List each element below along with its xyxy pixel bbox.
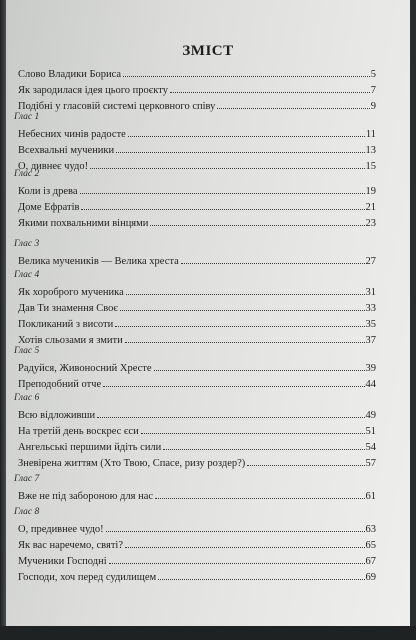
dot-leader [97,417,364,418]
toc-page-number: 57 [365,458,376,469]
toc-entry [18,316,376,330]
toc-entry [18,215,376,229]
toc-entry [18,183,376,197]
dot-leader [217,108,369,109]
dot-leader [123,76,370,77]
dot-leader [126,294,365,295]
toc-entry-title: На третій день воскрес єси [18,426,139,437]
toc-entry [18,332,376,346]
dot-leader [170,92,370,93]
toc-entry [18,569,376,583]
toc-page-number: 69 [365,572,376,583]
toc-page-number: 9 [370,101,376,112]
toc-page-number: 35 [365,319,376,330]
toc-entry [18,126,376,140]
toc-entry [18,553,376,567]
background-surface [0,626,416,640]
toc-page-number: 11 [365,129,376,140]
toc-entry [18,142,376,156]
toc-entry-title: Всю відложивши [18,410,96,421]
section-heading: Глас 3 [14,239,40,249]
dot-leader [247,465,364,466]
toc-entry [18,521,376,535]
dot-leader [115,326,364,327]
toc-entry-title: Як зародилася ідея цього проєкту [18,85,168,96]
dot-leader [125,547,365,548]
toc-entry [18,253,376,267]
dot-leader [106,531,365,532]
toc-page-number: 65 [365,540,376,551]
dot-leader [150,225,364,226]
toc-entry-title: Покликаний з висоти [18,319,114,330]
toc-entry [18,537,376,551]
toc-page-number: 19 [365,186,376,197]
dot-leader [128,136,365,137]
toc-entry-title: Господи, хоч перед судилищем [18,572,157,583]
toc-entry-title: Хотів сльозами я змити [18,335,123,346]
toc-entry-title: Ангельські першими йдіть сили [18,442,162,453]
toc-page-number: 27 [365,256,376,267]
toc-entry-title: Коли із древа [18,186,78,197]
toc-entry [18,455,376,469]
dot-leader [154,370,365,371]
toc-entry [18,360,376,374]
toc-entry-title: Радуйся, Живоносний Хресте [18,363,152,374]
toc-page-number: 67 [365,556,376,567]
dot-leader [181,263,365,264]
toc-entry [18,199,376,213]
book-page [6,0,410,626]
section-heading: Глас 4 [14,270,40,280]
section-heading: Глас 6 [14,393,40,403]
toc-entry-title: Преподобний отче [18,379,102,390]
toc-page-number: 44 [365,379,376,390]
page-title: ЗМІСТ [182,43,234,59]
dot-leader [116,152,364,153]
toc-page-number: 33 [365,303,376,314]
dot-leader [103,386,364,387]
toc-entry [18,158,376,172]
toc-entry-title: Вже не під забороною для нас [18,491,154,502]
toc-entry [18,82,376,96]
section-heading: Глас 2 [14,169,40,179]
section-heading: Глас 5 [14,346,40,356]
dot-leader [155,498,364,499]
toc-page-number: 15 [365,161,376,172]
dot-leader [158,579,364,580]
toc-entry [18,300,376,314]
toc-page-number: 63 [365,524,376,535]
dot-leader [141,433,365,434]
toc-entry [18,66,376,80]
toc-entry-title: Як хороброго мученика [18,287,124,298]
toc-entry-title: О, дивнеє чудо! [18,161,89,172]
toc-entry-title: Велика мучеників — Велика хреста [18,256,179,267]
toc-page-number: 49 [365,410,376,421]
toc-entry [18,488,376,502]
toc-page-number: 39 [365,363,376,374]
toc-entry-title: О, предивнее чудо! [18,524,104,535]
toc-entry-title: Мученики Господні [18,556,107,567]
toc-page-number: 54 [365,442,376,453]
toc-page-number: 51 [365,426,376,437]
toc-page-number: 37 [365,335,376,346]
dot-leader [81,209,364,210]
toc-entry-title: Дав Ти знамення Своє [18,303,118,314]
dot-leader [125,342,365,343]
toc-page-number: 23 [365,218,376,229]
table-of-contents [6,0,410,626]
toc-entry-title: Якими похвальними вінцями [18,218,149,229]
section-heading: Глас 7 [14,474,40,484]
dot-leader [90,168,364,169]
toc-page-number: 13 [365,145,376,156]
toc-entry [18,439,376,453]
toc-entry-title: Доме Ефратів [18,202,80,213]
dot-leader [163,449,364,450]
toc-entry-title: Зневірена життям (Хто Твою, Спасе, ризу роздер?) [18,458,246,469]
toc-page-number: 61 [365,491,376,502]
toc-entry [18,407,376,421]
toc-page-number: 31 [365,287,376,298]
toc-entry-title: Слово Владики Бориса [18,69,122,80]
toc-page-number: 5 [370,69,376,80]
dot-leader [80,193,365,194]
toc-entry-title: Всехвальні мученики [18,145,115,156]
toc-page-number: 21 [365,202,376,213]
toc-entry [18,423,376,437]
toc-entry-title: Подібні у гласовій системі церковного співу [18,101,216,112]
toc-entry-title: Небесних чинів радосте [18,129,126,140]
toc-entry [18,376,376,390]
toc-page-number: 7 [370,85,376,96]
dot-leader [120,310,365,311]
toc-entry [18,284,376,298]
toc-entry [18,98,376,112]
dot-leader [109,563,365,564]
toc-entry-title: Як вас наречемо, святі? [18,540,123,551]
section-heading: Глас 1 [14,112,40,122]
section-heading: Глас 8 [14,507,40,517]
